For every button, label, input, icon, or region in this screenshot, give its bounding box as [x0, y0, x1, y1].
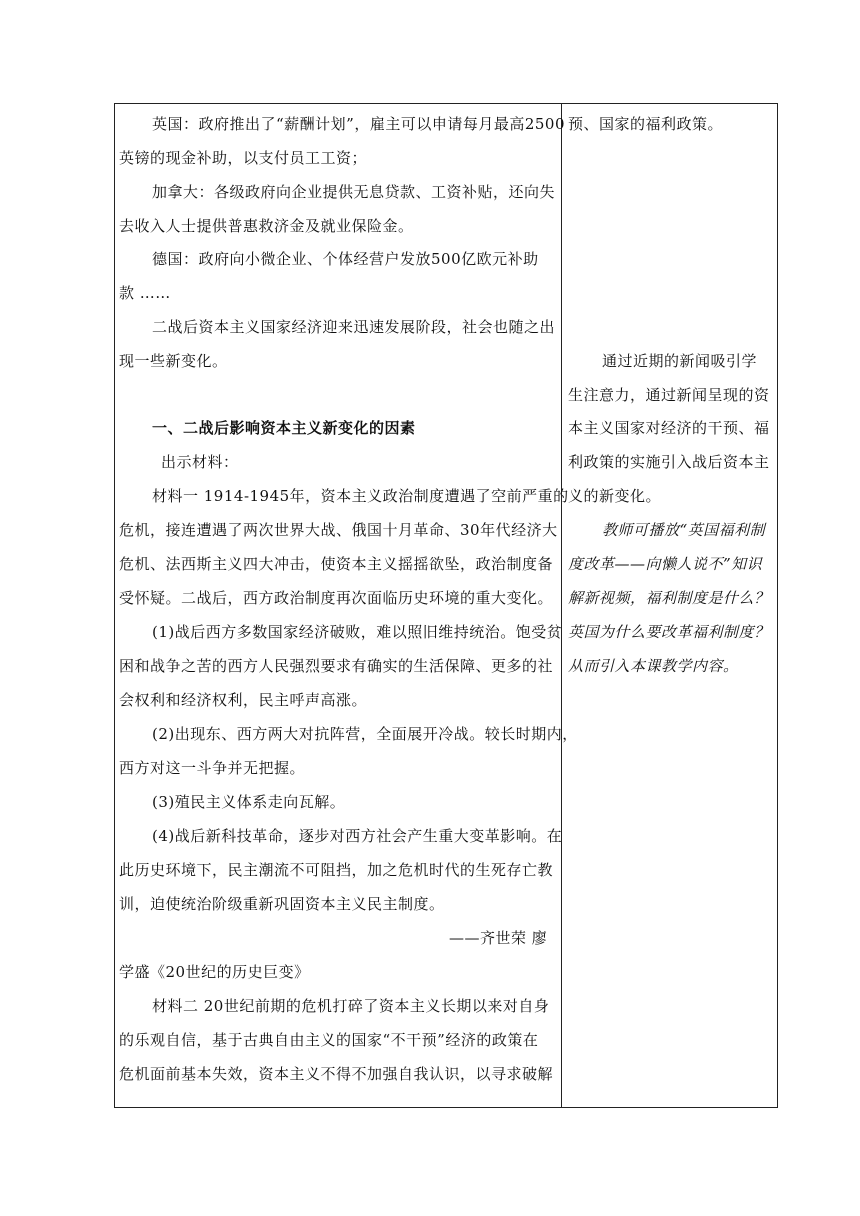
text-line: 英国：政府推出了“薪酬计划”，雇主可以申请每月最高2500 [152, 115, 566, 133]
text-line: 英国为什么要改革福利制度？ [568, 623, 770, 641]
text-line: 现一些新变化。 [119, 352, 228, 370]
column-divider [561, 104, 562, 1107]
text-line: 德国：政府向小微企业、个体经营户发放500亿欧元补助 [152, 250, 539, 268]
text-line: 生注意力，通过新闻呈现的资 [568, 386, 770, 404]
section-heading: 一、二战后影响资本主义新变化的因素 [152, 419, 416, 437]
text-line: 通过近期的新闻吸引学 [602, 352, 758, 370]
text-line: 危机，接连遭遇了两次世界大战、俄国十月革命、30年代经济大 [119, 521, 558, 539]
text-line: 教师可播放“英国福利制 [602, 521, 766, 539]
text-line: 去收入人士提供普惠救济金及就业保险金。 [119, 217, 414, 235]
text-line: 材料一 1914-1945年，资本主义政治制度遭遇了空前严重的 [152, 487, 569, 505]
text-line: 二战后资本主义国家经济迎来迅速发展阶段，社会也随之出 [152, 318, 556, 336]
text-line: 材料二 20世纪前期的危机打碎了资本主义长期以来对自身 [152, 997, 550, 1015]
citation-author: ——齐世荣 廖 [449, 929, 548, 947]
text-line: 西方对这一斗争并无把握。 [119, 759, 306, 777]
citation-title: 学盛《20世纪的历史巨变》 [119, 963, 310, 981]
text-line: 解新视频，福利制度是什么？ [568, 589, 770, 607]
text-line: 英镑的现金补助，以支付员工工资； [119, 149, 368, 167]
text-line: 义的新变化。 [568, 487, 662, 505]
text-line: (1)战后西方多数国家经济破败，难以照旧维持统治。饱受贫 [152, 623, 563, 641]
text-line: 危机面前基本失效，资本主义不得不加强自我认识，以寻求破解 [119, 1065, 554, 1083]
text-line: (3)殖民主义体系走向瓦解。 [152, 793, 346, 811]
text-line: 此历史环境下，民主潮流不可阻挡，加之危机时代的生死存亡教 [119, 861, 554, 879]
text-line: 的乐观自信，基于古典自由主义的国家“不干预”经济的政策在 [119, 1031, 539, 1049]
text-line: 加拿大：各级政府向企业提供无息贷款、工资补贴，还向失 [152, 183, 556, 201]
text-line: 受怀疑。二战后，西方政治制度再次面临历史环境的重大变化。 [119, 589, 554, 607]
text-line: 款 …… [119, 284, 171, 302]
text-line: 训，迫使统治阶级重新巩固资本主义民主制度。 [119, 895, 445, 913]
text-line: 预、国家的福利政策。 [568, 115, 724, 133]
text-line: 度改革——向懒人说不”知识 [568, 555, 763, 573]
text-line: 出示材料： [161, 453, 239, 471]
lesson-plan-table [114, 103, 778, 1108]
text-line: (4)战后新科技革命，逐步对西方社会产生重大变革影响。在 [152, 827, 563, 845]
text-line: 会权利和经济权利，民主呼声高涨。 [119, 691, 368, 709]
text-line: (2)出现东、西方两大对抗阵营，全面展开冷战。较长时期内， [152, 725, 578, 743]
text-line: 从而引入本课教学内容。 [568, 657, 739, 675]
text-line: 本主义国家对经济的干预、福 [568, 419, 770, 437]
text-line: 困和战争之苦的西方人民强烈要求有确实的生活保障、更多的社 [119, 657, 554, 675]
text-line: 利政策的实施引入战后资本主 [568, 453, 770, 471]
text-line: 危机、法西斯主义四大冲击，使资本主义摇摇欲坠，政治制度备 [119, 555, 554, 573]
